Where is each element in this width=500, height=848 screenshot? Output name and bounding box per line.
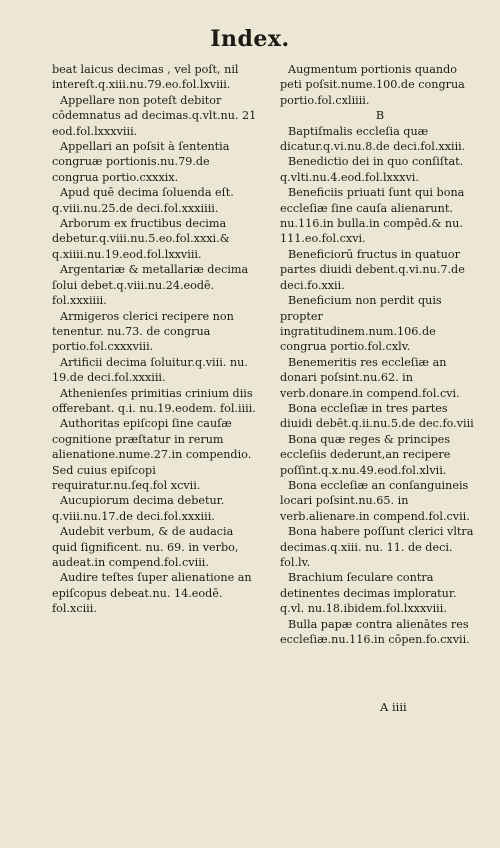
index-entry: Armigeros clerici recipere non tenentur. nu.73. de congrua portio.fol.cxxxviii. [52,309,234,354]
index-entry: Artificii decima ſoluitur.q.viii. nu. 19.de deci.fol.xxxiii. [52,355,248,385]
index-entry: Brachium ſeculare contra detinentes decimas imploratur. q.vl. nu.18.ibidem.fol.lxxxviii. [280,571,457,616]
index-entry: Bona eccleſiæ an conſanguineis locari poſsint.nu.65. in verb.alienare.in compend.fol.cvii. [280,478,470,523]
index-entry: Baptiſmalis eccleſia quæ dicatur.q.vi.nu.8.de deci.fol.xxiii. [280,124,466,154]
index-entry: Beneficiis priuati ſunt qui bona eccleſiæ ſine cauſa alienarunt. nu.116.in bulla.in compēd.& nu. 111.eo.fol.cxvi. [280,186,465,246]
section-letter: B [375,109,385,123]
index-entry: Benedictio dei in quo conſiſtat. q.vlti.nu.4.eod.fol.lxxxvi. [280,155,464,184]
index-entry: Authoritas epiſcopi ſine cauſæ cognitione præſtatur in rerum alienatione.nume.27.in compendio. Sed cuius epiſcopi requiratur.nu.ſeq.fol xcvii. [52,417,252,492]
index-entry: Bona quæ reges & principes eccleſiis dederunt,an recipere poſſint.q.x.nu.49.eod.fol.xlvii. [280,432,451,477]
index-entry: Arborum ex fructibus decima debetur.q.viii.nu.5.eo.fol.xxxi.& q.xiiii.nu.19.eod.fol.lxxviii. [52,217,230,261]
index-entry: Benemeritis res eccleſiæ an donari poſsint.nu.62. in verb.donare.in compend.fol.cvi. [280,355,460,400]
index-entry: Bulla papæ contra alienātes res eccleſiæ.nu.116.in cōpen.fo.cxvii. [280,617,470,647]
left-column [52,62,257,617]
page-title: Index. [210,26,290,52]
index-entry: Bona eccleſiæ in tres partes diuidi debēt.q.ii.nu.5.de dec.fo.viii [280,401,474,431]
index-entry: Bona habere poſſunt clerici vltra decimas.q.xiii. nu. 11. de deci. fol.lv. [280,525,474,569]
index-entry: Apud quē decima ſoluenda eſt. q.viii.nu.25.de deci.fol.xxxiiii. [52,186,234,215]
index-entry: beat laicus decimas , vel poſt, nil intereſt.q.xiii.nu.79.eo.fol.lxviii. [52,63,239,92]
right-column [280,62,480,647]
index-entry: Beneficiorū fructus in quatuor partes diuidi debent.q.vi.nu.7.de deci.fo.xxii. [280,247,465,292]
index-entry: Argentariæ & metallariæ decima ſolui debet.q.viii.nu.24.eodē. fol.xxxiiii. [52,263,249,308]
index-entry: Beneficium non perdit quis propter ingratitudinem.num.106.de congrua portio.fol.cxlv. [280,294,442,354]
index-entry: Appellari an poſsit à ſententia congruæ portionis.nu.79.de congrua portio.cxxxix. [52,140,230,184]
index-entry: Audebit verbum, & de audacia quid ſignificent. nu. 69. in verbo, audeat.in compend.fol.cviii. [52,525,239,569]
index-entry: Augmentum portionis quando peti poſsit.nume.100.de congrua portio.fol.cxliiii. [280,63,465,107]
index-entry: Appellare non poteſt debitor cōdemnatus ad decimas.q.vlt.nu. 21 eod.fol.lxxxviii. [52,93,257,138]
index-entry: Audire teſtes ſuper alienatione an epiſcopus debeat.nu. 14.eodē. fol.xciii. [52,571,252,616]
signature-mark: A iiii [380,700,407,714]
index-entry: Athenienſes primitias crinium diis offerebant. q.i. nu.19.eodem. fol.iiii. [52,386,256,415]
index-entry: Aucupiorum decima debetur. q.viii.nu.17.de deci.fol.xxxiii. [52,494,225,523]
